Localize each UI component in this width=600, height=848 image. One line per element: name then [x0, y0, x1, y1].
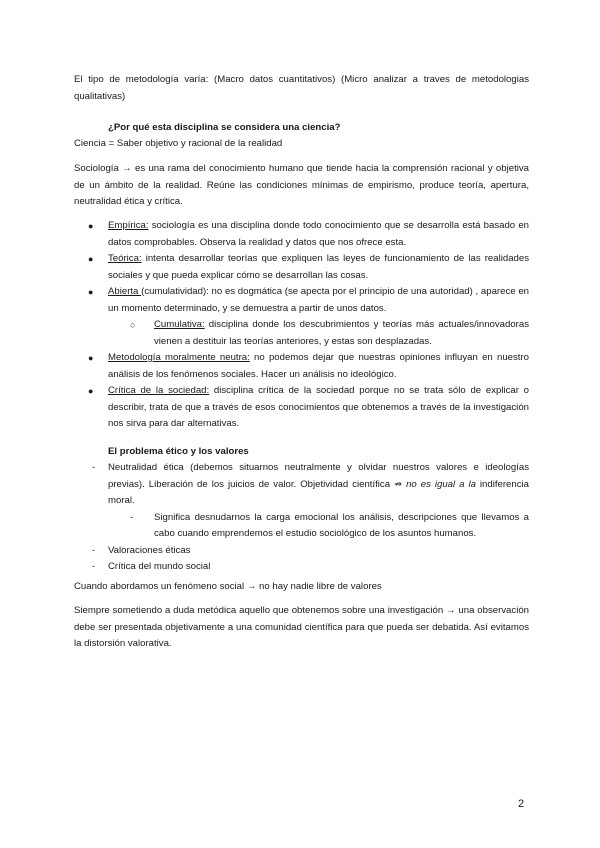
bullet-icon: ●	[88, 287, 94, 297]
text-critica: disciplina crítica de la sociedad porque no se trata sólo de explicar o describir, trata de que a través de esos conocimientos que obtenemos a través de la investigación nos sirva para dar alternativas.	[108, 385, 530, 429]
term-metodologia: Metodología moralmente neutra:	[108, 352, 250, 363]
list-item-metodologia	[74, 350, 529, 383]
intro-paragraph: El tipo de metodología varía: (Macro datos cuantitativos) (Micro analizar a traves de metodologias qualitativas)	[74, 74, 529, 102]
features-list	[74, 218, 529, 433]
list-item-critica-mundo	[74, 559, 529, 576]
bullet-icon: ●	[88, 254, 94, 264]
list-item-critica	[74, 383, 529, 433]
term-abierta: Abierta	[108, 286, 142, 297]
dash-marker: -	[92, 561, 96, 572]
neutralidad-italic: no es igual a la	[402, 478, 476, 490]
page-number: 2	[518, 798, 525, 810]
siempre-paragraph: Siempre sometiendo a duda metódica aquello que obtenemos sobre una investigación → una observación debe ser presentada objetivamente a una comunidad científica para que pueda ser debatida. Así evitamos la distorsión valorativa.	[74, 605, 529, 649]
text-metodologia: no podemos dejar que nuestras opiniones influyan en nuestro análisis de los fenómenos sociales. Hacer un análisis no ideológico.	[108, 352, 529, 380]
text-empirica: sociología es una disciplina donde todo conocimiento que se desarrolla está basado en datos comprobables. Observa la realidad y datos que nos ofrece esta.	[108, 220, 529, 248]
list-item-empirica	[74, 218, 529, 251]
term-teorica: Teórica:	[108, 253, 142, 264]
list-item-teorica	[74, 251, 529, 284]
not-implies-icon: ⇏	[394, 478, 403, 490]
list-item-abierta	[74, 284, 529, 350]
text-cumulativa: disciplina donde los descubrimientos y teorías más actuales/innovadoras vienen a destituir las teorías anteriores, y estas son desplazadas.	[154, 319, 529, 347]
sub-bullet-icon: ○	[130, 320, 136, 330]
list-item-neutralidad	[74, 460, 529, 510]
neutralidad-rest: indiferencia moral.	[108, 478, 529, 506]
bullet-icon: ●	[88, 221, 94, 231]
problema-heading: El problema ético y los valores	[108, 446, 249, 457]
neutralidad-text: Neutralidad ética (debemos situarnos neutralmente y olvidar nuestros valores e ideologías previas). Liberación de los juicios de valor. Objetividad científica	[108, 462, 529, 490]
significa-text: Significa desnudarnos la carga emocional los análisis, descripciones que llevamos a cabo cuando emprendemos el estudio sociológico de los asuntos humanos.	[154, 511, 529, 539]
valoraciones-text: Valoraciones éticas	[108, 544, 191, 556]
dash-marker: -	[92, 462, 96, 473]
term-critica: Crítica de la sociedad:	[108, 385, 210, 396]
ciencia-definition: Ciencia = Saber objetivo y racional de la realidad	[74, 138, 283, 149]
dash-marker: -	[92, 544, 96, 556]
term-cumulativa: Cumulativa:	[154, 319, 205, 330]
critica-mundo-text: Crítica del mundo social	[108, 561, 211, 572]
values-list	[74, 460, 529, 576]
bullet-icon: ●	[88, 386, 94, 396]
list-item-significa	[74, 510, 529, 543]
text-teorica: intenta desarrollar teorías que expliquen las leyes de funcionamiento de las realidades sociales y que pueda explicar cómo se desarrollan las cosas.	[108, 253, 529, 281]
dash-marker: -	[130, 511, 134, 523]
text-abierta: (cumulatividad): no es dogmática (se apecta por el principio de una autoridad) , aparece en un momento determinado, y se demuestra a partir de unos datos.	[108, 286, 529, 314]
sociologia-paragraph: Sociología → es una rama del conocimiento humano que tiende hacia la comprensión racional y objetiva de un ámbito de la realidad. Reúne las condiciones mínimas de empirismo, produce teoría, apertura, neutralidad ética y crítica.	[74, 163, 529, 207]
list-item-cumulativa	[74, 317, 529, 350]
bullet-icon: ●	[88, 353, 94, 363]
question-heading: ¿Por qué esta disciplina se considera una ciencia?	[108, 122, 341, 133]
term-empirica: Empírica:	[108, 220, 149, 231]
fenomeno-paragraph: Cuando abordamos un fenómeno social → no hay nadie libre de valores	[74, 581, 382, 592]
list-item-valoraciones	[74, 543, 529, 560]
sub-list	[74, 317, 529, 350]
